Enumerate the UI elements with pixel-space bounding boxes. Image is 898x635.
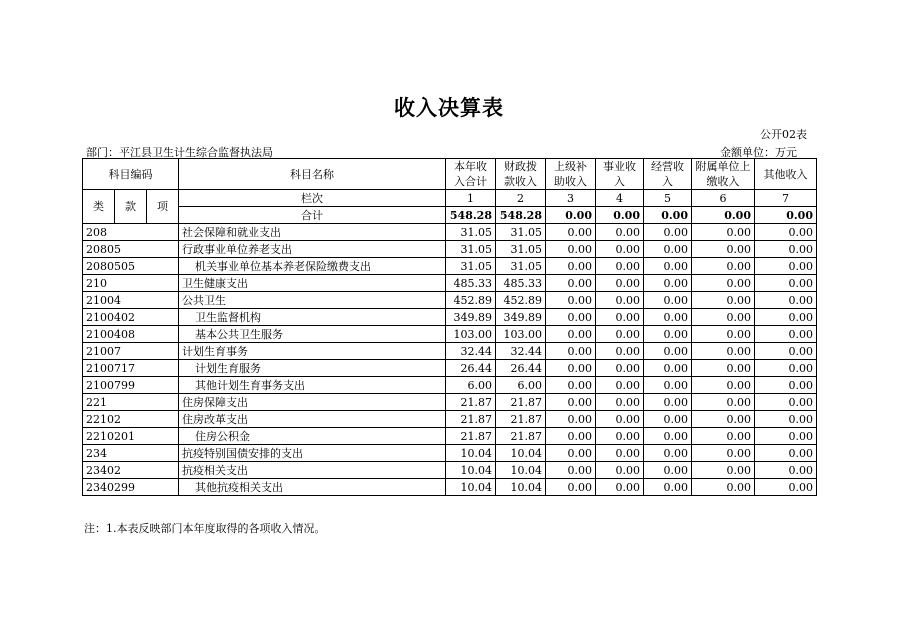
subject-name: 住房改革支出 <box>179 411 446 428</box>
amount-cell: 0.00 <box>644 258 692 275</box>
amount-cell: 0.00 <box>755 479 817 496</box>
amount-cell: 0.00 <box>755 394 817 411</box>
amount-cell: 0.00 <box>596 309 644 326</box>
department-label: 部门：平江县卫生计生综合监督执法局 <box>86 146 273 159</box>
subject-name: 社会保障和就业支出 <box>179 224 446 241</box>
amount-cell: 0.00 <box>692 275 755 292</box>
revenue-table <box>82 158 817 496</box>
amount-cell: 0.00 <box>596 360 644 377</box>
amount-cell: 0.00 <box>692 258 755 275</box>
amount-cell: 0.00 <box>596 292 644 309</box>
amount-cell: 6.00 <box>446 377 496 394</box>
table-row <box>83 394 817 411</box>
amount-cell: 0.00 <box>692 360 755 377</box>
amount-cell: 0.00 <box>546 394 596 411</box>
subject-name: 抗疫特别国债安排的支出 <box>179 445 446 462</box>
amount-cell: 0.00 <box>596 377 644 394</box>
amount-cell: 0.00 <box>596 394 644 411</box>
amount-cell: 0.00 <box>692 377 755 394</box>
amount-cell: 0.00 <box>546 326 596 343</box>
amount-cell: 0.00 <box>755 343 817 360</box>
subject-code: 2100408 <box>83 326 179 343</box>
subject-code: 234 <box>83 445 179 462</box>
table-row <box>83 360 817 377</box>
amount-cell: 0.00 <box>692 394 755 411</box>
amount-cell: 6.00 <box>496 377 546 394</box>
amount-cell: 0.00 <box>596 258 644 275</box>
header-col-6: 附属单位上缴收入 <box>692 159 755 190</box>
total-row <box>83 207 817 224</box>
amount-cell: 32.44 <box>446 343 496 360</box>
amount-cell: 0.00 <box>546 275 596 292</box>
total-value: 0.00 <box>596 207 644 224</box>
amount-cell: 0.00 <box>596 479 644 496</box>
amount-cell: 0.00 <box>546 411 596 428</box>
col-number: 2 <box>496 190 546 207</box>
amount-cell: 103.00 <box>496 326 546 343</box>
table-row <box>83 309 817 326</box>
amount-cell: 0.00 <box>644 224 692 241</box>
amount-cell: 0.00 <box>692 462 755 479</box>
amount-cell: 0.00 <box>692 445 755 462</box>
amount-cell: 0.00 <box>692 292 755 309</box>
col-number: 3 <box>546 190 596 207</box>
amount-cell: 0.00 <box>596 224 644 241</box>
amount-cell: 0.00 <box>644 275 692 292</box>
amount-cell: 0.00 <box>546 462 596 479</box>
amount-cell: 0.00 <box>644 445 692 462</box>
header-col-5: 经营收入 <box>644 159 692 190</box>
amount-cell: 31.05 <box>446 241 496 258</box>
amount-cell: 21.87 <box>446 394 496 411</box>
form-number: 公开02表 <box>760 128 807 141</box>
amount-cell: 10.04 <box>496 479 546 496</box>
amount-cell: 0.00 <box>596 326 644 343</box>
subject-name: 计划生育服务 <box>179 360 446 377</box>
amount-cell: 31.05 <box>446 224 496 241</box>
amount-cell: 0.00 <box>644 309 692 326</box>
amount-cell: 349.89 <box>496 309 546 326</box>
amount-cell: 26.44 <box>446 360 496 377</box>
total-value: 0.00 <box>546 207 596 224</box>
table-row <box>83 462 817 479</box>
amount-cell: 0.00 <box>755 377 817 394</box>
table-row <box>83 445 817 462</box>
header-code-group: 科目编码 <box>83 159 179 190</box>
amount-cell: 10.04 <box>496 462 546 479</box>
amount-cell: 485.33 <box>496 275 546 292</box>
table-row <box>83 275 817 292</box>
amount-cell: 0.00 <box>546 309 596 326</box>
table-row <box>83 224 817 241</box>
amount-cell: 32.44 <box>496 343 546 360</box>
amount-cell: 0.00 <box>692 479 755 496</box>
amount-cell: 31.05 <box>496 258 546 275</box>
amount-cell: 0.00 <box>755 292 817 309</box>
amount-cell: 10.04 <box>446 445 496 462</box>
amount-cell: 21.87 <box>496 394 546 411</box>
amount-cell: 0.00 <box>596 428 644 445</box>
header-col-1: 本年收入合计 <box>446 159 496 190</box>
amount-cell: 31.05 <box>496 224 546 241</box>
header-col-4: 事业收入 <box>596 159 644 190</box>
total-value: 548.28 <box>446 207 496 224</box>
subject-code: 2210201 <box>83 428 179 445</box>
total-value: 0.00 <box>692 207 755 224</box>
subject-name: 住房公积金 <box>179 428 446 445</box>
amount-cell: 0.00 <box>644 411 692 428</box>
amount-cell: 21.87 <box>496 428 546 445</box>
amount-cell: 0.00 <box>546 360 596 377</box>
amount-cell: 0.00 <box>755 428 817 445</box>
subject-name: 计划生育事务 <box>179 343 446 360</box>
header-col-3: 上级补助收入 <box>546 159 596 190</box>
subject-name: 卫生健康支出 <box>179 275 446 292</box>
amount-cell: 0.00 <box>546 292 596 309</box>
amount-cell: 0.00 <box>692 428 755 445</box>
subject-code: 2080505 <box>83 258 179 275</box>
amount-cell: 0.00 <box>596 462 644 479</box>
table-row <box>83 326 817 343</box>
amount-cell: 0.00 <box>755 360 817 377</box>
amount-cell: 0.00 <box>644 241 692 258</box>
amount-cell: 31.05 <box>446 258 496 275</box>
amount-cell: 0.00 <box>755 326 817 343</box>
amount-cell: 0.00 <box>546 479 596 496</box>
amount-cell: 10.04 <box>446 462 496 479</box>
subject-code: 23402 <box>83 462 179 479</box>
subject-code: 2340299 <box>83 479 179 496</box>
amount-cell: 0.00 <box>596 411 644 428</box>
table-row <box>83 292 817 309</box>
table-row <box>83 343 817 360</box>
amount-cell: 0.00 <box>644 377 692 394</box>
subject-code: 2100799 <box>83 377 179 394</box>
amount-cell: 0.00 <box>546 343 596 360</box>
col-number: 5 <box>644 190 692 207</box>
amount-cell: 0.00 <box>755 275 817 292</box>
amount-cell: 0.00 <box>596 343 644 360</box>
table-row <box>83 258 817 275</box>
subject-name: 其他抗疫相关支出 <box>179 479 446 496</box>
total-value: 548.28 <box>496 207 546 224</box>
amount-cell: 31.05 <box>496 241 546 258</box>
amount-cell: 485.33 <box>446 275 496 292</box>
table-row <box>83 377 817 394</box>
subject-code: 21007 <box>83 343 179 360</box>
amount-cell: 0.00 <box>644 428 692 445</box>
amount-cell: 452.89 <box>496 292 546 309</box>
amount-cell: 0.00 <box>692 411 755 428</box>
subject-code: 20805 <box>83 241 179 258</box>
amount-cell: 0.00 <box>755 445 817 462</box>
amount-cell: 349.89 <box>446 309 496 326</box>
footnote: 注：1.本表反映部门本年度取得的各项收入情况。 <box>84 522 326 535</box>
subject-name: 行政事业单位养老支出 <box>179 241 446 258</box>
subject-name: 住房保障支出 <box>179 394 446 411</box>
subject-name: 基本公共卫生服务 <box>179 326 446 343</box>
header-col-7: 其他收入 <box>755 159 817 190</box>
amount-cell: 0.00 <box>755 224 817 241</box>
amount-cell: 0.00 <box>546 258 596 275</box>
amount-cell: 0.00 <box>755 241 817 258</box>
subject-name: 其他计划生育事务支出 <box>179 377 446 394</box>
subject-name: 公共卫生 <box>179 292 446 309</box>
subject-code: 22102 <box>83 411 179 428</box>
subject-code: 21004 <box>83 292 179 309</box>
total-value: 0.00 <box>644 207 692 224</box>
subject-name: 抗疫相关支出 <box>179 462 446 479</box>
amount-cell: 103.00 <box>446 326 496 343</box>
subject-code: 208 <box>83 224 179 241</box>
amount-cell: 0.00 <box>546 377 596 394</box>
amount-cell: 0.00 <box>755 309 817 326</box>
table-row <box>83 241 817 258</box>
amount-cell: 26.44 <box>496 360 546 377</box>
amount-cell: 0.00 <box>692 343 755 360</box>
total-label: 合计 <box>179 207 446 224</box>
subject-code: 221 <box>83 394 179 411</box>
amount-cell: 0.00 <box>546 241 596 258</box>
amount-cell: 0.00 <box>596 241 644 258</box>
subject-code: 210 <box>83 275 179 292</box>
amount-cell: 0.00 <box>692 224 755 241</box>
header-lanci: 栏次 <box>179 190 446 207</box>
table-row <box>83 411 817 428</box>
subject-code: 2100402 <box>83 309 179 326</box>
amount-cell: 21.87 <box>496 411 546 428</box>
header-kuan: 款 <box>115 190 147 224</box>
amount-cell: 21.87 <box>446 428 496 445</box>
header-col-2: 财政拨款收入 <box>496 159 546 190</box>
amount-cell: 0.00 <box>644 292 692 309</box>
table-row <box>83 479 817 496</box>
amount-cell: 0.00 <box>755 411 817 428</box>
header-name: 科目名称 <box>179 159 446 190</box>
amount-cell: 0.00 <box>596 275 644 292</box>
amount-cell: 0.00 <box>644 462 692 479</box>
col-number: 7 <box>755 190 817 207</box>
subject-name: 卫生监督机构 <box>179 309 446 326</box>
total-value: 0.00 <box>755 207 817 224</box>
col-number: 1 <box>446 190 496 207</box>
col-number: 4 <box>596 190 644 207</box>
subject-code: 2100717 <box>83 360 179 377</box>
subject-name: 机关事业单位基本养老保险缴费支出 <box>179 258 446 275</box>
amount-cell: 0.00 <box>546 224 596 241</box>
col-number: 6 <box>692 190 755 207</box>
amount-cell: 0.00 <box>596 445 644 462</box>
amount-cell: 10.04 <box>496 445 546 462</box>
header-xiang: 项 <box>147 190 179 224</box>
amount-cell: 452.89 <box>446 292 496 309</box>
amount-cell: 0.00 <box>692 309 755 326</box>
page-title: 收入决算表 <box>394 96 504 120</box>
amount-cell: 0.00 <box>644 394 692 411</box>
table-row <box>83 428 817 445</box>
amount-cell: 0.00 <box>755 258 817 275</box>
amount-cell: 0.00 <box>644 360 692 377</box>
amount-cell: 0.00 <box>546 428 596 445</box>
amount-cell: 0.00 <box>644 326 692 343</box>
amount-cell: 0.00 <box>644 479 692 496</box>
amount-cell: 21.87 <box>446 411 496 428</box>
amount-cell: 0.00 <box>644 343 692 360</box>
amount-cell: 0.00 <box>692 326 755 343</box>
amount-cell: 0.00 <box>755 462 817 479</box>
amount-cell: 0.00 <box>692 241 755 258</box>
amount-cell: 0.00 <box>546 445 596 462</box>
amount-unit-label: 金额单位：万元 <box>720 146 797 159</box>
amount-cell: 10.04 <box>446 479 496 496</box>
header-lei: 类 <box>83 190 115 224</box>
